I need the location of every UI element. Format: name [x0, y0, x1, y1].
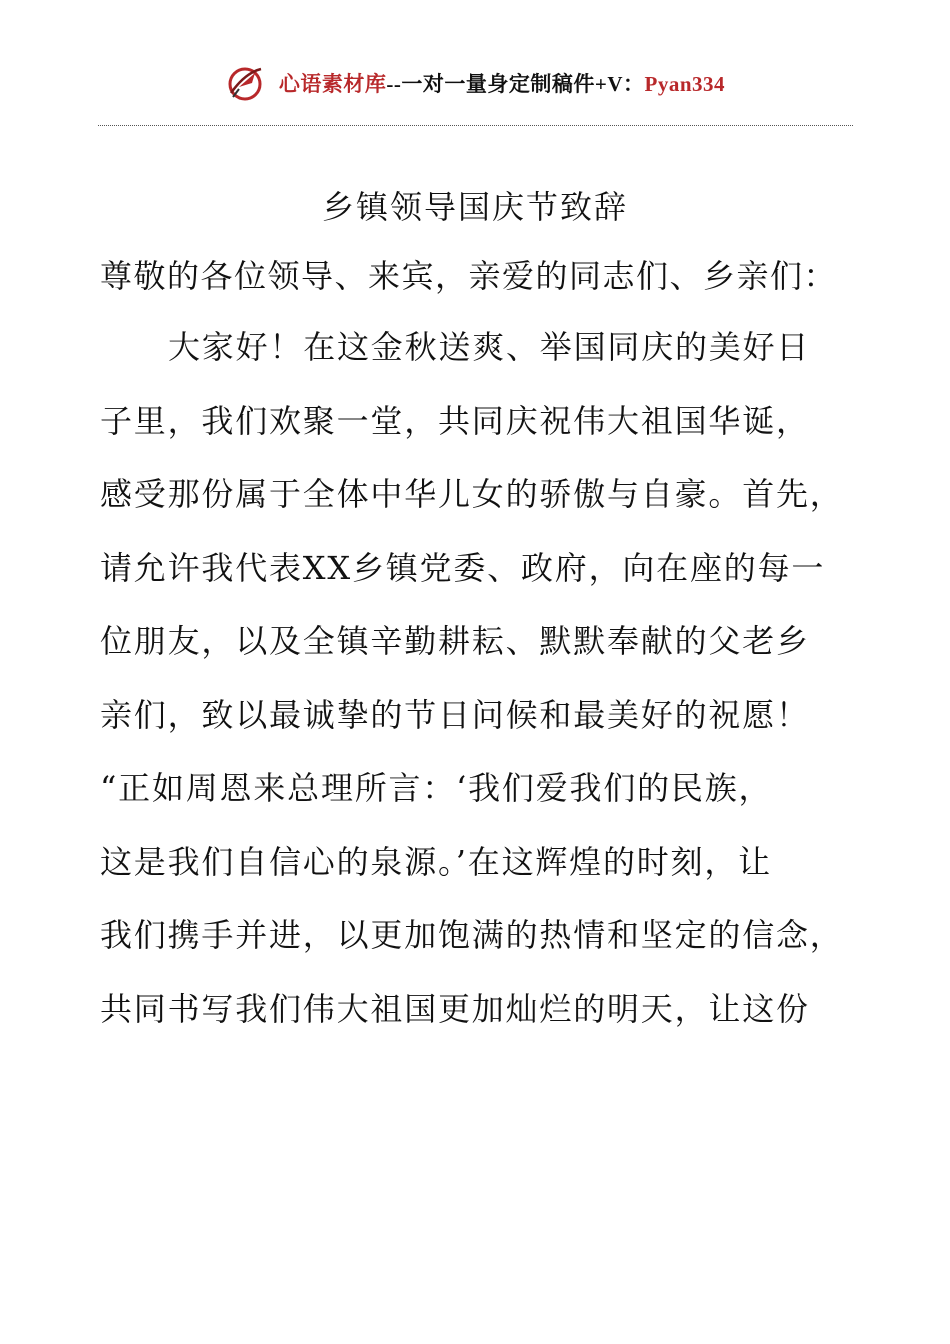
- body-line: “正如周恩来总理所言：‘我们爱我们的民族，: [100, 769, 773, 807]
- header-text: [279, 68, 725, 98]
- pen-nib-logo-icon: [225, 63, 265, 103]
- body-line: 大家好！在这金秋送爽、举国同庆的美好日: [168, 328, 811, 366]
- header-divider: [98, 125, 853, 126]
- page-header: [0, 58, 950, 108]
- header-brand: 心语素材库: [278, 72, 387, 96]
- body-line: 请允许我代表XX乡镇党委、政府，向在座的每一: [100, 548, 826, 587]
- body-line: 感受那份属于全体中华儿女的骄傲与自豪。首先，: [100, 475, 844, 513]
- salutation: 尊敬的各位领导、来宾，亲爱的同志们、乡亲们：: [100, 257, 838, 295]
- body-line: 这是我们自信心的泉源。’在这辉煌的时刻，让: [100, 842, 772, 881]
- body-text: [100, 322, 860, 1057]
- header-contact: Pyan334: [644, 72, 726, 96]
- body-line: 亲们，致以最诚挚的节日问候和最美好的祝愿！: [100, 695, 810, 734]
- body-line: 共同书写我们伟大祖国更加灿烂的明天，让这份: [100, 989, 810, 1028]
- document-title: 乡镇领导国庆节致辞: [321, 188, 628, 226]
- body-line: 子里，我们欢聚一堂，共同庆祝伟大祖国华诞，: [100, 401, 810, 440]
- header-slogan: --一对一量身定制稿件+V：: [386, 72, 645, 96]
- body-line: 我们携手并进，以更加饱满的热情和坚定的信念，: [100, 916, 844, 954]
- body-line: 位朋友，以及全镇辛勤耕耘、默默奉献的父老乡: [100, 622, 810, 660]
